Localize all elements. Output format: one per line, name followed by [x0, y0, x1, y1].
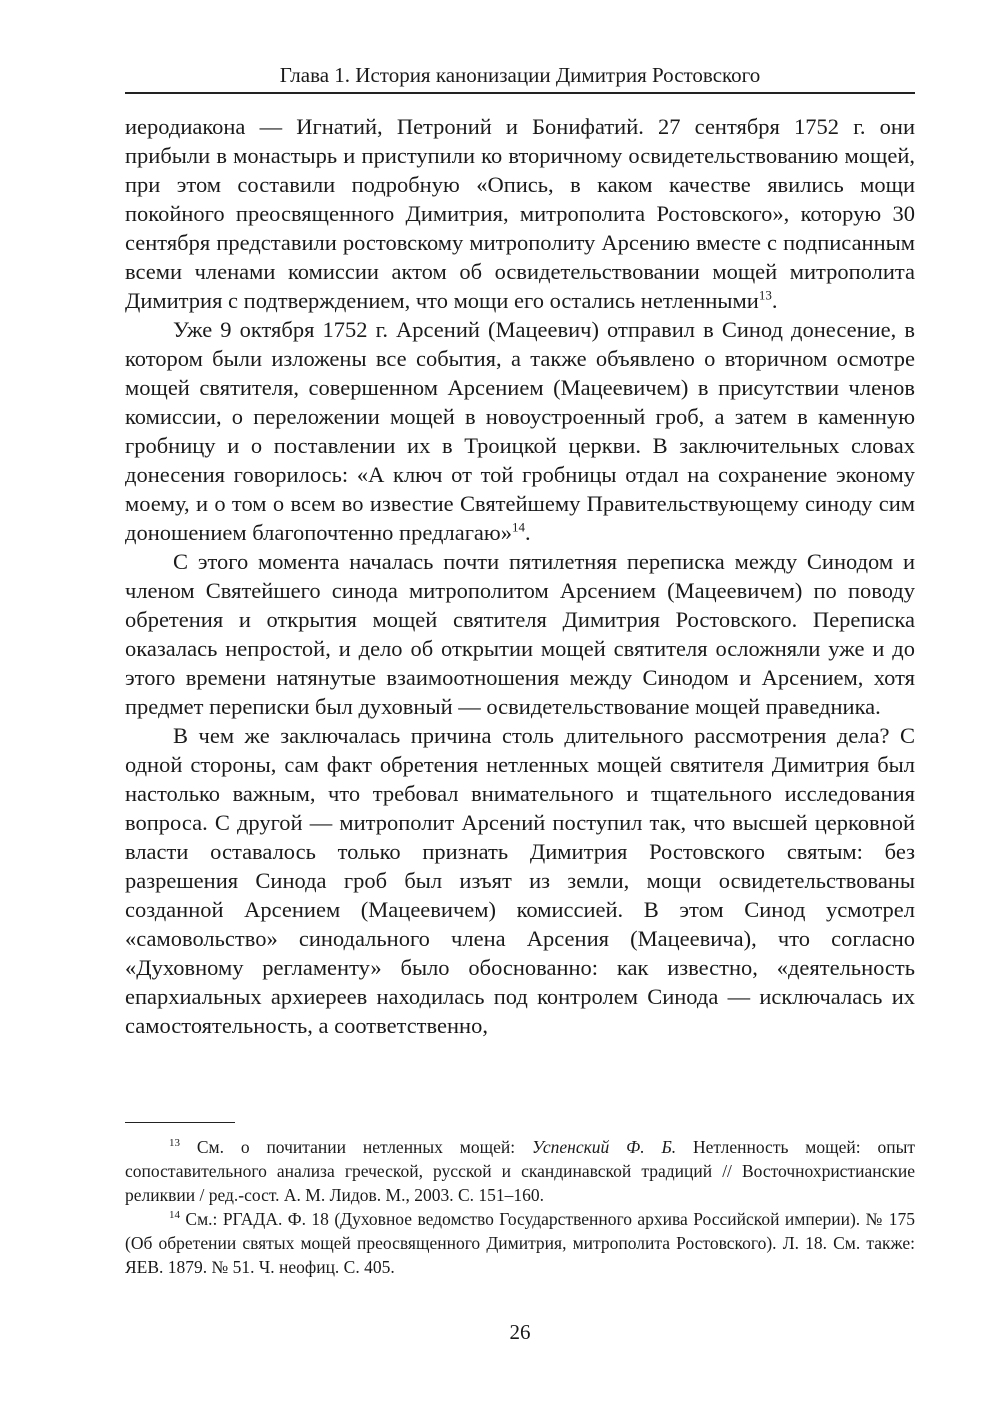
footnotes [125, 1135, 915, 1279]
footnote-ref-14[interactable]: 14 [511, 519, 525, 535]
page-number: 26 [509, 1320, 531, 1344]
running-header [125, 60, 915, 94]
footnote-13-author: Успенский Ф. Б. [531, 1137, 677, 1157]
running-title: Глава 1. История канонизации Димитрия Ростовского [279, 63, 761, 87]
paragraph-2: Уже 9 октября 1752 г. Арсений (Мацеевич) отправил в Синод донесение, в котором были изложены все события, а также объявлено о вторичном осмотре мощей святителя, совершенном Арсением (Мацеевичем) в присутствии членов комиссии, о переложении мощей в новоустроенный гроб, а затем в каменную гробницу и о поставлении их в Троицкой церкви. В заключительных словах донесения говорилось: «А ключ от той гробницы отдал на сохранение эконому моему, и о том о всем во известие Святейшему Правительствующему синоду сим доношением благопочтенно предлагаю»$^{14}$. [125, 317, 915, 545]
main-text [125, 112, 915, 1040]
paragraph-3: С этого момента началась почти пятилетняя переписка между Синодом и членом Святейшего синода митрополитом Арсением (Мацеевичем) по поводу обретения и открытия мощей святителя Димитрия Ростовского. Переписка оказалась непростой, и дело об открытии мощей святителя осложняли уже и до этого времени натянутые взаимоотношения между Синодом и Арсением, хотя предмет переписки был духовный — освидетельствование мощей праведника. [125, 549, 915, 719]
paragraph-1: иеродиакона — Игнатий, Петроний и Бонифатий. 27 сентября 1752 г. они прибыли в монастырь и приступили ко вторичному освидетельствованию мощей, при этом составили подробную «Опись, в каком качестве явились мощи покойного преосвященного Димитрия, митрополита Ростовского», которую 30 сентября представили ростовскому митрополиту Арсению вместе с подписанным всеми членами комиссии актом об освидетельствовании мощей митрополита Димитрия с подтверждением, что мощи его остались нетленными$^{13}$. [125, 114, 915, 313]
paragraph-4: В чем же заключалась причина столь длительного рассмотрения дела? С одной стороны, сам факт обретения нетленных мощей святителя Димитрия был настолько важным, что требовал внимательного и тщательного исследования вопроса. С другой — митрополит Арсений поступил так, что высшей церковной власти оставалось только признать Димитрия Ростовского святым: без разрешения Синода гроб был изъят из земли, мощи освидетельствованы созданной Арсением (Мацеевичем) комиссией. В этом Синод усмотрел «самовольство» синодального члена Арсения (Мацеевича), что согласно «Духовному регламенту» было обоснованно: как известно, «деятельность епархиальных архиереев находилась под контролем Синода — исключалась их самостоятельность, а соответственно, [125, 723, 915, 1038]
footnote-13-number: 13 [169, 1137, 180, 1150]
footnote-13: $^{13}$ См. о почитании нетленных мощей: Успенский Ф. Б. Нетленность мощей: опыт сопоставительного анализа греческой, русской и скандинавской традиций // Восточнохристианские реликвии / ред.-сост. А. М. Лидов. М., 2003. С. 151–160. [125, 1137, 915, 1205]
footnote-14-number: 14 [169, 1209, 180, 1222]
footnote-14: $^{14}$ См.: РГАДА. Ф. 18 (Духовное ведомство Государственного архива Российской империи). № 175 (Об обретении святых мощей преосвященного Димитрия, митрополита Ростовского). Л. 18. См. также: ЯЕВ. 1879. № 51. Ч. неофиц. С. 405. [125, 1209, 915, 1277]
footnote-divider [125, 1122, 235, 1123]
footnote-ref-13[interactable]: 13 [758, 287, 772, 303]
